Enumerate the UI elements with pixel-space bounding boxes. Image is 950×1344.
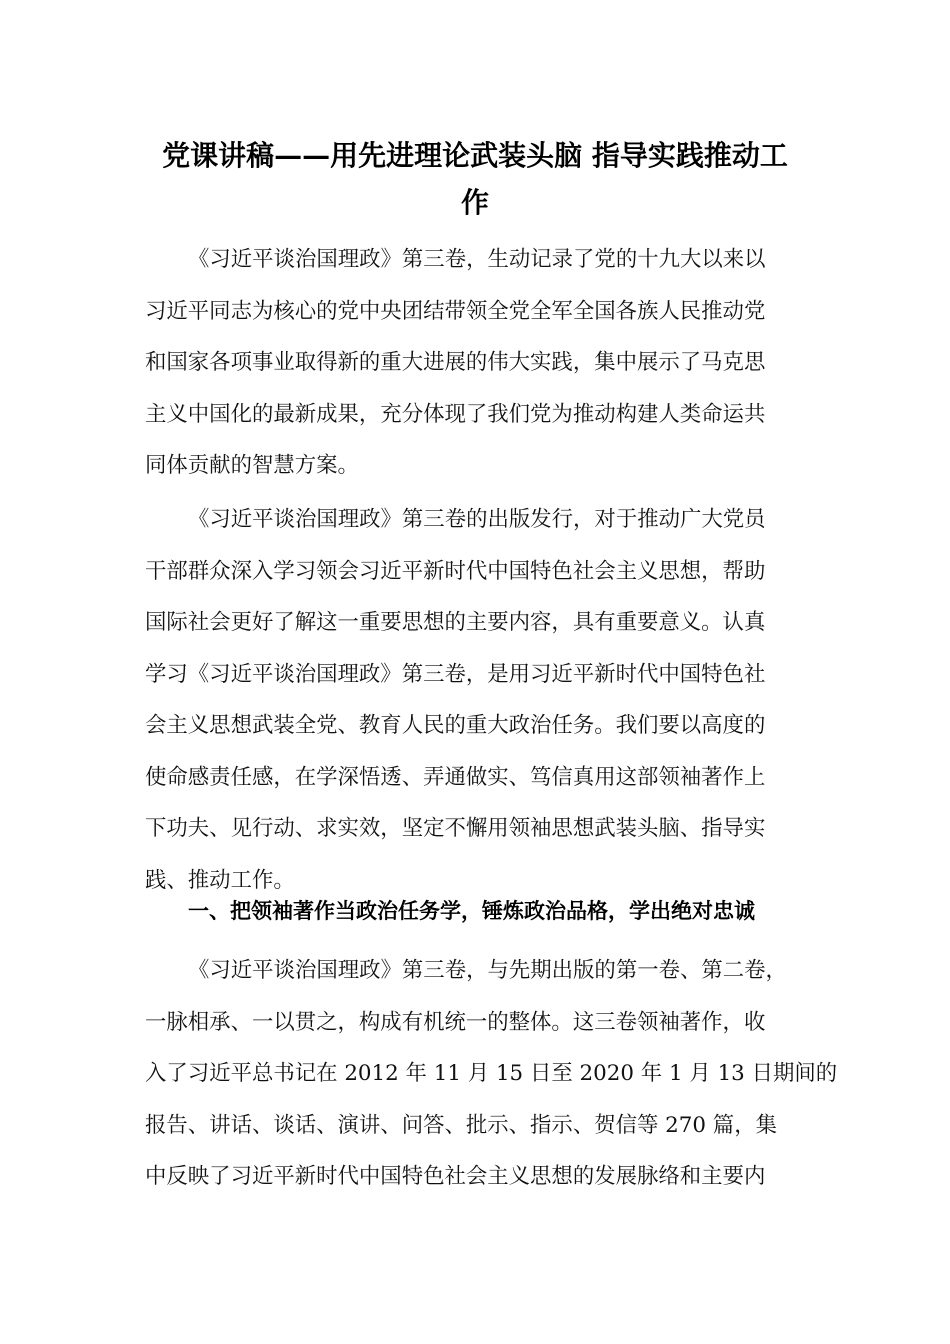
document-title (140, 132, 810, 226)
paragraph-line: 《习近平谈治国理政》第三卷，与先期出版的第一卷、第二卷， (188, 958, 787, 983)
paragraph-line: 习近平同志为核心的党中央团结带领全党全军全国各族人民推动党 (145, 298, 766, 324)
title-line: 党课讲稿——用先进理论武装头脑 指导实践推动工 (162, 139, 788, 172)
paragraph-line: 国际社会更好了解这一重要思想的主要内容，具有重要意义。认真 (145, 610, 766, 635)
paragraph-line: 《习近平谈治国理政》第三卷的出版发行，对于推动广大党员 (188, 507, 766, 532)
paragraph-section1 (145, 945, 838, 1203)
section-heading: 一、把领袖著作当政治任务学，锤炼政治品格，学出绝对忠诚 (188, 899, 755, 923)
paragraph-line: 干部群众深入学习领会习近平新时代中国特色社会主义思想，帮助 (145, 558, 766, 584)
paragraph-significance (145, 494, 795, 906)
paragraph-line: 会主义思想武装全党、教育人民的重大政治任务。我们要以高度的 (145, 713, 766, 738)
title-line: 作 (460, 186, 489, 219)
paragraph-line: 《习近平谈治国理政》第三卷，生动记录了党的十九大以来以 (188, 247, 766, 272)
paragraph-line: 和国家各项事业取得新的重大进展的伟大实践，集中展示了马克思 (145, 350, 766, 375)
paragraph-line: 报告、讲话、谈话、演讲、问答、批示、指示、贺信等 270 篇，集 (145, 1112, 777, 1138)
paragraph-line: 学习《习近平谈治国理政》第三卷，是用习近平新时代中国特色社 (145, 661, 766, 687)
paragraph-line: 同体贡献的智慧方案。 (145, 453, 359, 478)
paragraph-line: 践、推动工作。 (145, 867, 295, 893)
paragraph-line: 入了习近平总书记在 2012 年 11 月 15 日至 2020 年 1 月 13 日期间的 (145, 1061, 838, 1086)
paragraph-intro (145, 234, 795, 492)
paragraph-line: 一脉相承、一以贯之，构成有机统一的整体。这三卷领袖著作，收 (145, 1009, 766, 1035)
paragraph-line: 下功夫、见行动、求实效，坚定不懈用领袖思想武装头脑、指导实 (145, 816, 766, 841)
paragraph-line: 主义中国化的最新成果，充分体现了我们党为推动构建人类命运共 (145, 401, 766, 427)
paragraph-line: 中反映了习近平新时代中国特色社会主义思想的发展脉络和主要内 (145, 1164, 766, 1189)
paragraph-line: 使命感责任感，在学深悟透、弄通做实、笃信真用这部领袖著作上 (145, 764, 766, 790)
